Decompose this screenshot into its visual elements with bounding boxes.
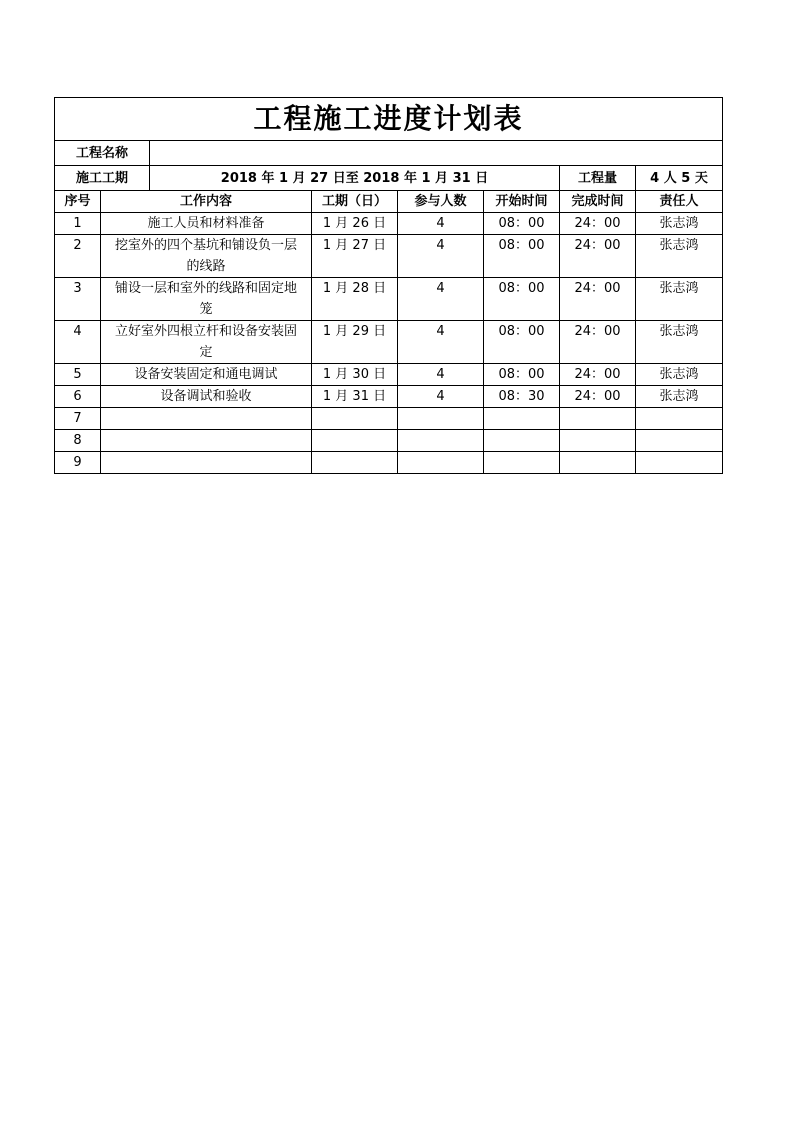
header-people: 参与人数 <box>398 191 484 213</box>
cell-no: 7 <box>55 408 101 430</box>
table-row <box>55 364 723 386</box>
schedule-sheet <box>54 97 722 474</box>
quantity-label: 工程量 <box>560 166 636 191</box>
period-label: 施工工期 <box>55 166 150 191</box>
cell-start: 08：00 <box>484 213 560 235</box>
cell-start <box>484 430 560 452</box>
cell-no: 1 <box>55 213 101 235</box>
cell-no: 5 <box>55 364 101 386</box>
cell-people: 4 <box>398 278 484 321</box>
cell-no: 8 <box>55 430 101 452</box>
cell-date: 1 月 27 日 <box>312 235 398 278</box>
table-row <box>55 321 723 364</box>
cell-owner <box>636 408 723 430</box>
cell-owner: 张志鸿 <box>636 364 723 386</box>
cell-start <box>484 452 560 474</box>
cell-people: 4 <box>398 386 484 408</box>
cell-people <box>398 452 484 474</box>
cell-no: 4 <box>55 321 101 364</box>
cell-owner: 张志鸿 <box>636 321 723 364</box>
cell-no: 3 <box>55 278 101 321</box>
cell-end: 24：00 <box>560 235 636 278</box>
table-row <box>55 408 723 430</box>
header-date: 工期（日） <box>312 191 398 213</box>
cell-no: 9 <box>55 452 101 474</box>
cell-people <box>398 430 484 452</box>
cell-start <box>484 408 560 430</box>
cell-owner: 张志鸿 <box>636 235 723 278</box>
cell-content: 立好室外四根立杆和设备安装固定 <box>101 321 312 364</box>
period-value: 2018 年 1 月 27 日至 2018 年 1 月 31 日 <box>150 166 560 191</box>
cell-date: 1 月 26 日 <box>312 213 398 235</box>
cell-date <box>312 452 398 474</box>
cell-content: 挖室外的四个基坑和铺设负一层的线路 <box>101 235 312 278</box>
cell-people: 4 <box>398 235 484 278</box>
cell-end: 24：00 <box>560 321 636 364</box>
project-name-value <box>150 141 723 166</box>
schedule-table <box>54 97 723 474</box>
cell-end: 24：00 <box>560 213 636 235</box>
cell-owner: 张志鸿 <box>636 278 723 321</box>
cell-people: 4 <box>398 321 484 364</box>
cell-content: 施工人员和材料准备 <box>101 213 312 235</box>
table-row <box>55 235 723 278</box>
cell-people <box>398 408 484 430</box>
header-owner: 责任人 <box>636 191 723 213</box>
cell-content <box>101 408 312 430</box>
cell-date: 1 月 30 日 <box>312 364 398 386</box>
cell-start: 08：00 <box>484 278 560 321</box>
cell-owner <box>636 430 723 452</box>
page-title: 工程施工进度计划表 <box>55 98 723 141</box>
header-content: 工作内容 <box>101 191 312 213</box>
header-end: 完成时间 <box>560 191 636 213</box>
cell-start: 08：30 <box>484 386 560 408</box>
cell-no: 6 <box>55 386 101 408</box>
project-name-label: 工程名称 <box>55 141 150 166</box>
table-row <box>55 386 723 408</box>
cell-date: 1 月 28 日 <box>312 278 398 321</box>
table-row <box>55 430 723 452</box>
cell-content: 设备调试和验收 <box>101 386 312 408</box>
cell-date: 1 月 29 日 <box>312 321 398 364</box>
cell-date: 1 月 31 日 <box>312 386 398 408</box>
cell-start: 08：00 <box>484 321 560 364</box>
cell-content: 设备安装固定和通电调试 <box>101 364 312 386</box>
cell-end <box>560 430 636 452</box>
cell-people: 4 <box>398 364 484 386</box>
header-start: 开始时间 <box>484 191 560 213</box>
cell-start: 08：00 <box>484 364 560 386</box>
cell-content <box>101 430 312 452</box>
cell-end: 24：00 <box>560 364 636 386</box>
cell-start: 08：00 <box>484 235 560 278</box>
table-row <box>55 278 723 321</box>
cell-people: 4 <box>398 213 484 235</box>
cell-content: 铺设一层和室外的线路和固定地笼 <box>101 278 312 321</box>
cell-end <box>560 452 636 474</box>
cell-date <box>312 430 398 452</box>
cell-no: 2 <box>55 235 101 278</box>
cell-content <box>101 452 312 474</box>
cell-end: 24：00 <box>560 386 636 408</box>
cell-end: 24：00 <box>560 278 636 321</box>
cell-date <box>312 408 398 430</box>
cell-owner <box>636 452 723 474</box>
quantity-value: 4 人 5 天 <box>636 166 723 191</box>
table-row <box>55 213 723 235</box>
table-row <box>55 452 723 474</box>
cell-end <box>560 408 636 430</box>
cell-owner: 张志鸿 <box>636 213 723 235</box>
header-no: 序号 <box>55 191 101 213</box>
cell-owner: 张志鸿 <box>636 386 723 408</box>
